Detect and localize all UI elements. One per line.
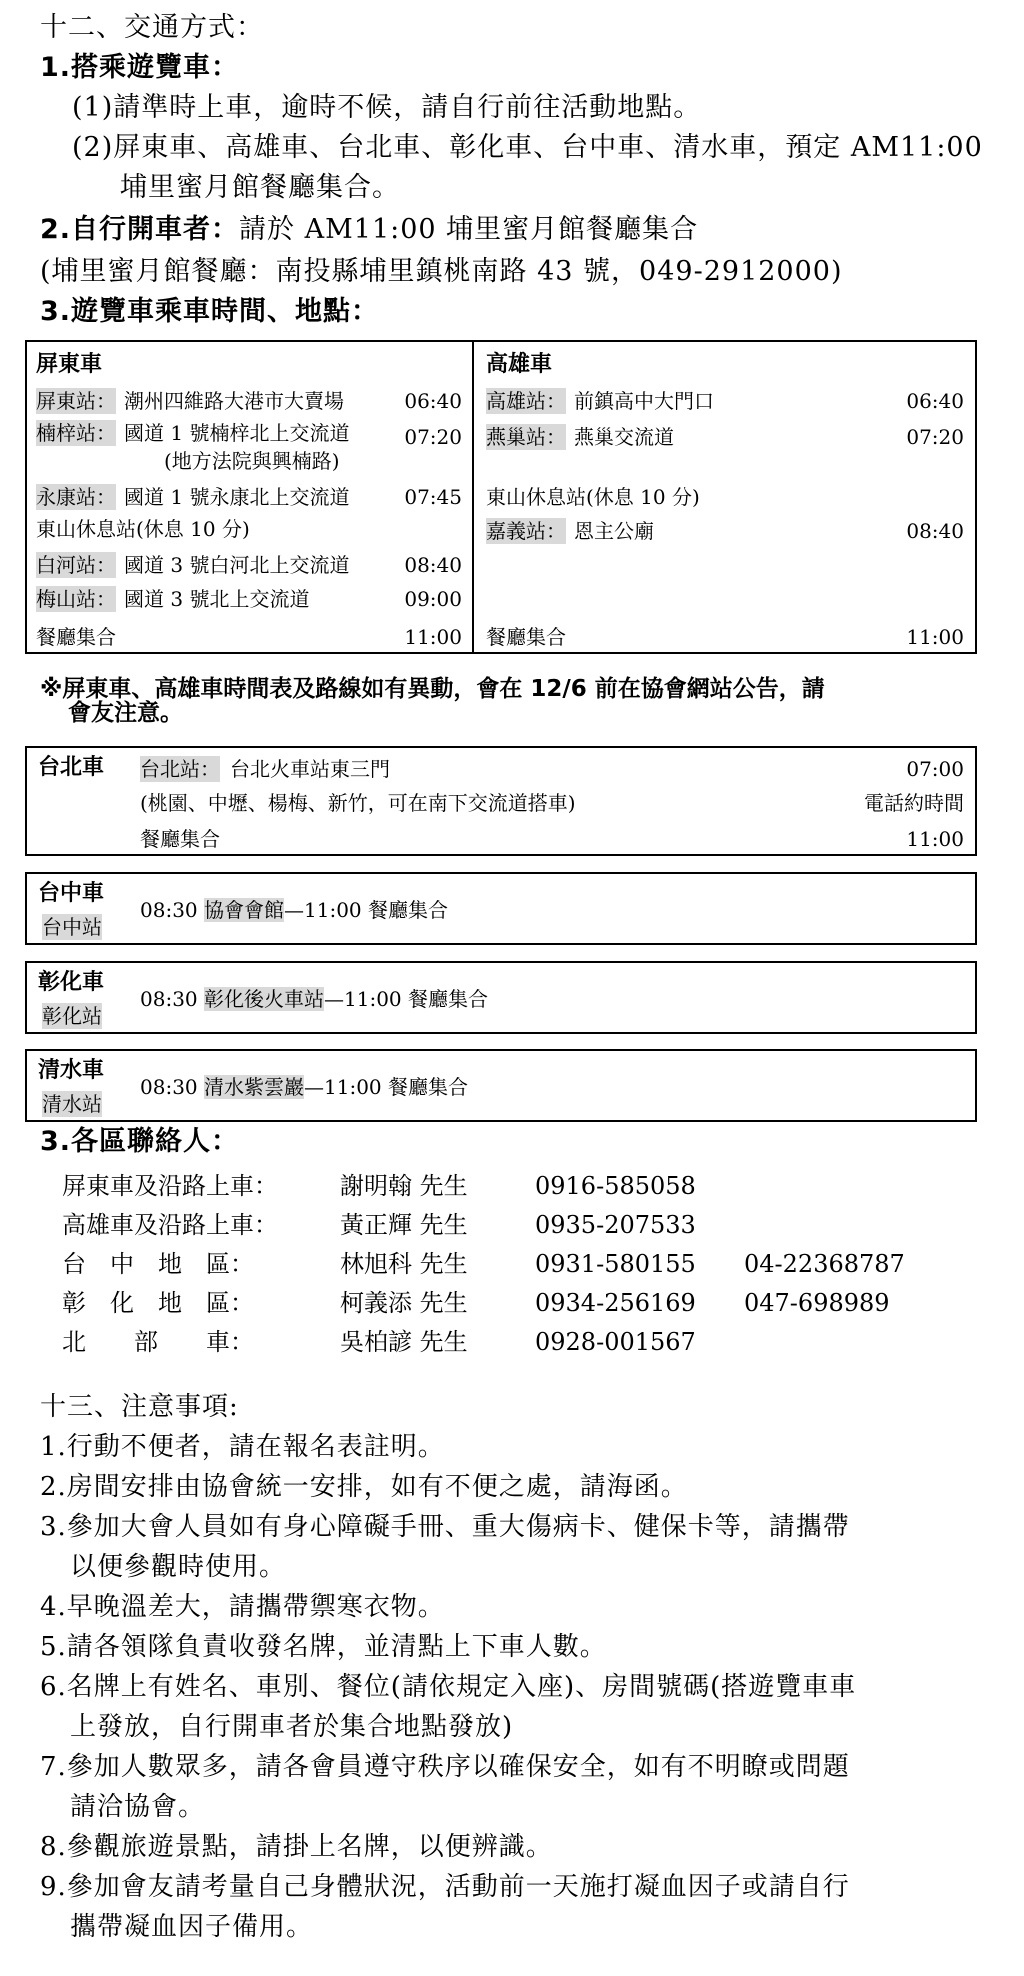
station-time: 09:00 xyxy=(404,587,462,611)
notice-line-1: ※屏東車、高雄車時間表及路線如有異動，會在 12/6 前在協會網站公告，請 xyxy=(40,676,825,702)
station-label: 燕巢站： xyxy=(486,425,566,449)
contact-phone-2: 047-698989 xyxy=(744,1289,890,1317)
contact-phone: 0931-580155 xyxy=(535,1250,696,1278)
self-drive-text: 請於 AM11:00 埔里蜜月館餐廳集合 xyxy=(239,214,699,245)
route-place: 協會會館 xyxy=(204,898,284,922)
route-place: 彰化後火車站 xyxy=(204,987,324,1011)
station-label: 屏東站： xyxy=(36,389,116,413)
self-drive-line xyxy=(40,212,698,248)
notice-item: 4.早晚溫差大，請攜帶禦寒衣物。 xyxy=(40,1592,445,1622)
station-time: 06:40 xyxy=(404,389,462,413)
taipei-header: 台北車 xyxy=(38,755,105,780)
station-label: 永康站： xyxy=(36,485,116,509)
contact-name: 柯義添 先生 xyxy=(340,1289,468,1317)
taipei-time: 07:00 xyxy=(906,757,964,781)
rest-stop: 東山休息站(休息 10 分) xyxy=(486,485,700,509)
contact-area: 高雄車及沿路上車： xyxy=(62,1211,278,1239)
route-place: 清水紫雲巖 xyxy=(204,1075,304,1099)
contact-phone: 0935-207533 xyxy=(535,1211,696,1239)
notice-item-cont: 攜帶凝血因子備用。 xyxy=(70,1912,314,1942)
route-rest: —11:00 餐廳集合 xyxy=(324,987,488,1011)
contact-phone: 0916-585058 xyxy=(535,1172,696,1200)
gather-time: 11:00 xyxy=(404,625,462,649)
station-label: 高雄站： xyxy=(486,389,566,413)
notice-item-cont: 上發放，自行開車者於集合地點發放) xyxy=(70,1712,514,1742)
taichung-station: 台中站 xyxy=(42,915,102,939)
taipei-note-time: 電話約時間 xyxy=(864,791,964,815)
qingshui-route xyxy=(140,1074,468,1100)
gather-time: 11:00 xyxy=(906,625,964,649)
notice-line-2: 會友注意。 xyxy=(68,700,183,726)
station-place: 前鎮高中大門口 xyxy=(574,389,714,413)
notice-item: 2.房間安排由協會統一安排，如有不便之處，請海函。 xyxy=(40,1472,688,1502)
rest-stop: 東山休息站(休息 10 分) xyxy=(36,517,250,541)
contact-name: 黃正輝 先生 xyxy=(340,1211,468,1239)
route-time: 08:30 xyxy=(140,898,198,922)
taichung-header: 台中車 xyxy=(38,881,105,906)
qingshui-station: 清水站 xyxy=(42,1092,102,1116)
notice-item: 9.參加會友請考量自己身體狀況，活動前一天施打凝血因子或請自行 xyxy=(40,1872,850,1902)
station-time: 06:40 xyxy=(906,389,964,413)
notice-item: 7.參加人數眾多，請各會員遵守秩序以確保安全，如有不明瞭或問題 xyxy=(40,1752,850,1782)
station-time: 07:20 xyxy=(906,425,964,449)
taipei-station: 台北站： xyxy=(140,757,220,781)
contact-name: 吳柏諺 先生 xyxy=(340,1328,468,1356)
restaurant-info: (埔里蜜月館餐廳：南投縣埔里鎮桃南路 43 號，049-2912000) xyxy=(40,256,843,287)
changhua-station: 彰化站 xyxy=(42,1004,102,1028)
notice-item: 3.參加大會人員如有身心障礙手冊、重大傷病卡、健保卡等，請攜帶 xyxy=(40,1512,850,1542)
taipei-note: (桃園、中壢、楊梅、新竹，可在南下交流道搭車) xyxy=(140,791,576,815)
notice-item: 8.參觀旅遊景點，請掛上名牌，以便辨識。 xyxy=(40,1832,553,1862)
contact-name: 林旭科 先生 xyxy=(340,1250,468,1278)
contact-name: 謝明翰 先生 xyxy=(340,1172,468,1200)
station-place: 潮州四維路大港市大賣場 xyxy=(124,389,344,413)
station-place: 恩主公廟 xyxy=(574,519,654,543)
notice-item: 5.請各領隊負責收發名牌，並清點上下車人數。 xyxy=(40,1632,607,1662)
route-rest: —11:00 餐廳集合 xyxy=(284,898,448,922)
notice-item: 1.行動不便者，請在報名表註明。 xyxy=(40,1432,445,1462)
taichung-route xyxy=(140,897,448,923)
contact-phone: 0928-001567 xyxy=(535,1328,696,1356)
route-time: 08:30 xyxy=(140,1075,198,1099)
pingtung-header: 屏東車 xyxy=(36,352,103,377)
schedule-heading: 3.遊覽車乘車時間、地點： xyxy=(40,296,380,327)
station-place: 國道 3 號北上交流道 xyxy=(124,587,310,611)
bus-item-2a: (2)屏東車、高雄車、台北車、彰化車、台中車、清水車，預定 AM11:00 xyxy=(72,132,983,163)
bus-heading: 1.搭乘遊覽車： xyxy=(40,52,240,83)
gather-label: 餐廳集合 xyxy=(486,625,566,649)
station-label: 梅山站： xyxy=(36,587,116,611)
station-label: 嘉義站： xyxy=(486,519,566,543)
notice-item-cont: 請洽協會。 xyxy=(70,1792,206,1822)
gather-label: 餐廳集合 xyxy=(36,625,116,649)
qingshui-header: 清水車 xyxy=(38,1058,105,1083)
station-place: (地方法院與興楠路) xyxy=(164,449,340,473)
section13-title: 十三、注意事項: xyxy=(40,1392,239,1422)
contact-phone-2: 04-22368787 xyxy=(744,1250,905,1278)
station-place: 國道 1 號楠梓北上交流道 xyxy=(124,421,350,445)
station-time: 08:40 xyxy=(404,553,462,577)
changhua-header: 彰化車 xyxy=(38,970,105,995)
contacts-heading: 3.各區聯絡人： xyxy=(40,1126,240,1157)
taipei-gather-time: 11:00 xyxy=(906,827,964,851)
route-rest: —11:00 餐廳集合 xyxy=(304,1075,468,1099)
contact-area: 北 部 車： xyxy=(62,1328,254,1356)
table-divider xyxy=(472,340,474,654)
bus-item-1: (1)請準時上車，逾時不候，請自行前往活動地點。 xyxy=(72,92,702,123)
contact-area: 台 中 地 區： xyxy=(62,1250,254,1278)
station-time: 08:40 xyxy=(906,519,964,543)
station-place: 國道 3 號白河北上交流道 xyxy=(124,553,350,577)
changhua-route xyxy=(140,986,488,1012)
section12-title: 十二、交通方式： xyxy=(40,12,264,43)
station-label: 白河站： xyxy=(36,553,116,577)
bus-item-2b: 埔里蜜月館餐廳集合。 xyxy=(120,172,400,203)
contact-area: 屏東車及沿路上車： xyxy=(62,1172,278,1200)
station-time: 07:20 xyxy=(404,425,462,449)
station-time: 07:45 xyxy=(404,485,462,509)
contact-area: 彰 化 地 區： xyxy=(62,1289,254,1317)
contact-phone: 0934-256169 xyxy=(535,1289,696,1317)
self-drive-label: 2.自行開車者： xyxy=(40,214,240,245)
taipei-place: 台北火車站東三門 xyxy=(230,757,390,781)
route-time: 08:30 xyxy=(140,987,198,1011)
taipei-gather: 餐廳集合 xyxy=(140,827,220,851)
kaohsiung-header: 高雄車 xyxy=(486,352,553,377)
station-place: 國道 1 號永康北上交流道 xyxy=(124,485,350,509)
station-label: 楠梓站： xyxy=(36,421,116,445)
notice-item-cont: 以便參觀時使用。 xyxy=(70,1552,287,1582)
station-place: 燕巢交流道 xyxy=(574,425,674,449)
notice-item: 6.名牌上有姓名、車別、餐位(請依規定入座)、房間號碼(搭遊覽車車 xyxy=(40,1672,857,1702)
